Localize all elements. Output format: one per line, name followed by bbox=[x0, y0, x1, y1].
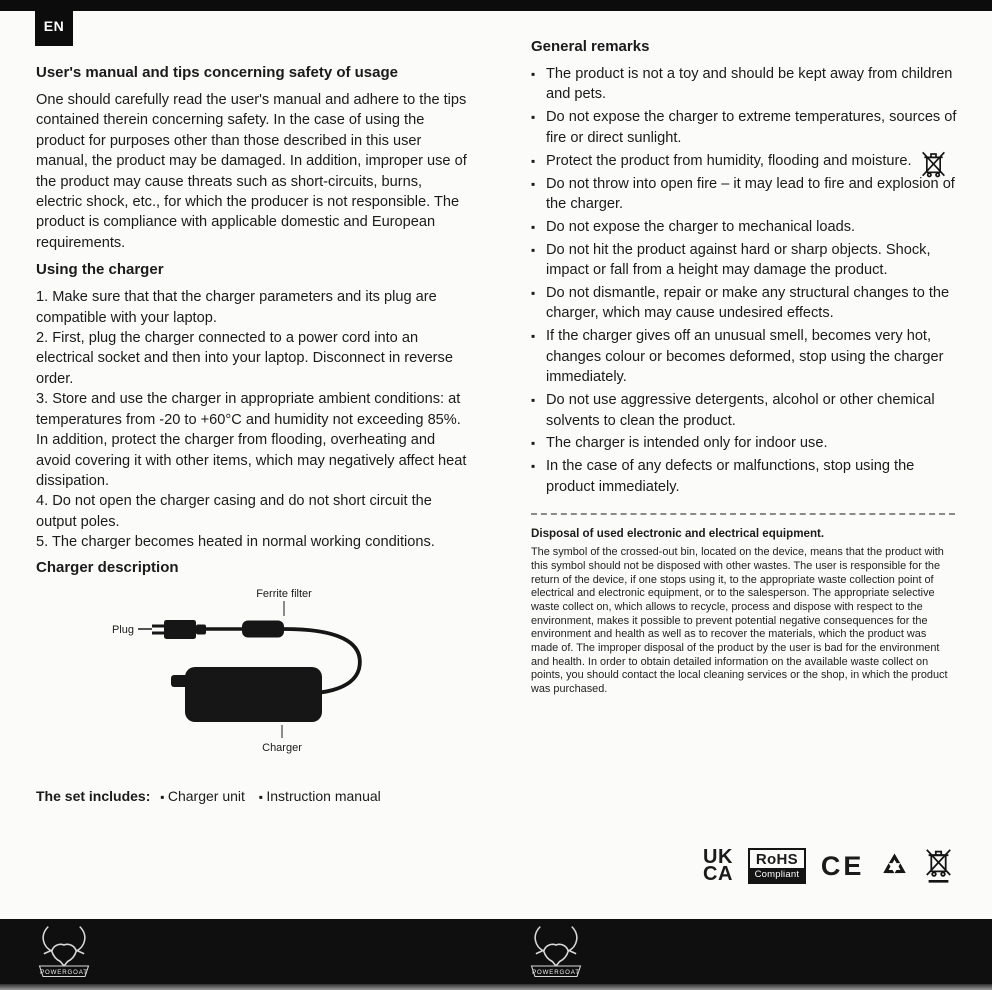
description-section-title: Charger description bbox=[36, 558, 179, 576]
compliance-marks bbox=[703, 848, 952, 884]
powergoat-logo bbox=[528, 923, 584, 986]
right-column bbox=[531, 38, 961, 697]
safety-paragraph: One should carefully read the user's manual and adhere to the tips contained therein concerning safety. In the case of using the product for purposes other than those described in this user manual, the product may be damaged. In addition, improper use of the product may cause threats such as short-circuits, burns, electric shock, etc., for which the producer is not responsible. The product is compliance with applicable domestic and European requirements. bbox=[36, 92, 467, 251]
footer-band bbox=[0, 919, 992, 990]
dashed-divider bbox=[531, 513, 955, 515]
weee-bin-glyph bbox=[927, 850, 950, 882]
brand-banner-text: POWERGOAT bbox=[532, 968, 580, 976]
using-section-title: Using the charger bbox=[36, 261, 164, 279]
set-includes bbox=[36, 788, 469, 804]
step-item: 1. Make sure that that the charger parameters and its plug are compatible with your laptop. bbox=[36, 289, 437, 326]
goat-emblem bbox=[43, 927, 85, 966]
charger-label: Charger bbox=[262, 741, 302, 754]
bullet-item: ▪ Do not expose the charger to extreme temperatures, sources of fire or direct sunlight. bbox=[531, 107, 961, 148]
ukca-top: UK bbox=[703, 846, 733, 868]
bullet-item: ▪ Do not use aggressive detergents, alcohol or other chemical solvents to clean the product. bbox=[531, 390, 961, 431]
general-remarks-title: General remarks bbox=[531, 38, 650, 55]
weee-bin-icon bbox=[925, 848, 952, 884]
top-border-bar bbox=[0, 0, 992, 11]
bullet-item: ▪ Do not throw into open fire – it may lead to fire and explosion of the charger. bbox=[531, 174, 961, 215]
left-column bbox=[36, 64, 469, 804]
set-includes-label: The set includes: bbox=[36, 787, 151, 804]
using-steps bbox=[36, 287, 469, 552]
disposal-title: Disposal of used electronic and electrical equipment. bbox=[531, 527, 825, 541]
charger-diagram bbox=[36, 585, 469, 782]
weee-bin-glyph bbox=[923, 152, 945, 176]
ukca-mark bbox=[703, 846, 733, 885]
bullet-item: ▪ Do not expose the charger to mechanical loads. bbox=[531, 217, 961, 237]
plug-shape bbox=[152, 620, 206, 639]
brand-banner-text: POWERGOAT bbox=[40, 968, 88, 976]
bullet-item: ▪ If the charger gives off an unusual smell, becomes very hot, changes colour or becomes deformed, stop using the charger immediately. bbox=[531, 326, 961, 387]
ferrite-filter-label: Ferrite filter bbox=[256, 587, 312, 600]
powergoat-logo bbox=[36, 923, 92, 986]
step-item: 4. Do not open the charger casing and do not short circuit the output poles. bbox=[36, 493, 432, 530]
bullet-item: ▪ Do not hit the product against hard or sharp objects. Shock, impact or fall from a height may damage the product. bbox=[531, 240, 961, 281]
bullet-item: ▪ The product is not a toy and should be kept away from children and pets. bbox=[531, 64, 961, 105]
safety-section-title: User's manual and tips concerning safety of usage bbox=[36, 64, 398, 81]
charger-diagram-svg bbox=[36, 585, 469, 777]
recycle-glyph bbox=[881, 853, 909, 877]
bullet-item: ▪ In the case of any defects or malfunctions, stop using the product immediately. bbox=[531, 456, 961, 497]
step-item: 2. First, plug the charger connected to a power cord into an electrical socket and then into your laptop. Disconnect in reverse order. bbox=[36, 330, 453, 387]
recycle-icon bbox=[879, 852, 910, 881]
rohs-compliant-label: Compliant bbox=[750, 868, 804, 882]
rohs-mark bbox=[748, 848, 806, 884]
rohs-label: RoHS bbox=[755, 851, 798, 868]
plug-label: Plug bbox=[111, 623, 134, 636]
step-item: 5. The charger becomes heated in normal working conditions. bbox=[36, 534, 435, 551]
bullet-item: ▪ The charger is intended only for indoor use. bbox=[531, 433, 961, 453]
set-includes-item: ▪ Instruction manual bbox=[259, 788, 381, 804]
bullet-item: ▪ Protect the product from humidity, flooding and moisture. bbox=[531, 151, 961, 171]
ce-mark: CE bbox=[820, 850, 865, 881]
general-remarks-list bbox=[531, 64, 961, 497]
ukca-bottom: CA bbox=[703, 863, 733, 885]
goat-emblem bbox=[535, 927, 577, 966]
step-item: 3. Store and use the charger in appropriate ambient conditions: at temperatures from -20 to +60°C and humidity not exceeding 85%. In addition, protect the charger from flooding, overheating and avoid covering it with other items, which may negatively affect heat dissipation. bbox=[36, 391, 467, 489]
charger-brick-shape bbox=[185, 667, 322, 722]
bullet-item: ▪ Do not dismantle, repair or make any structural changes to the charger, which may cause undesired effects. bbox=[531, 283, 961, 324]
ferrite-filter-shape bbox=[242, 620, 284, 637]
weee-bin-icon bbox=[921, 150, 946, 188]
disposal-body: The symbol of the crossed-out bin, located on the device, means that the product with this symbol should not be disposed with other wastes. The user is responsible for the return of the device, if one stops using it, to the appropriate waste collection point of electrical and electronic equipment, or to the salesperson. The appropriate selective waste collect on, which allows to recycle, process and dispose with respect to the environment, makes it possible to prevent potential negative consequences for the environment and health as well as to recover the materials, which the product was made of. The improper disposal of the product by the user is bad for the environment and health. In order to obtain detailed information on the available waste collect on points, you should contact the local cleaning services or the shop, in which the product was purchased. bbox=[531, 546, 948, 696]
language-badge: EN bbox=[35, 5, 73, 46]
set-includes-item: ▪ Charger unit bbox=[160, 788, 245, 804]
